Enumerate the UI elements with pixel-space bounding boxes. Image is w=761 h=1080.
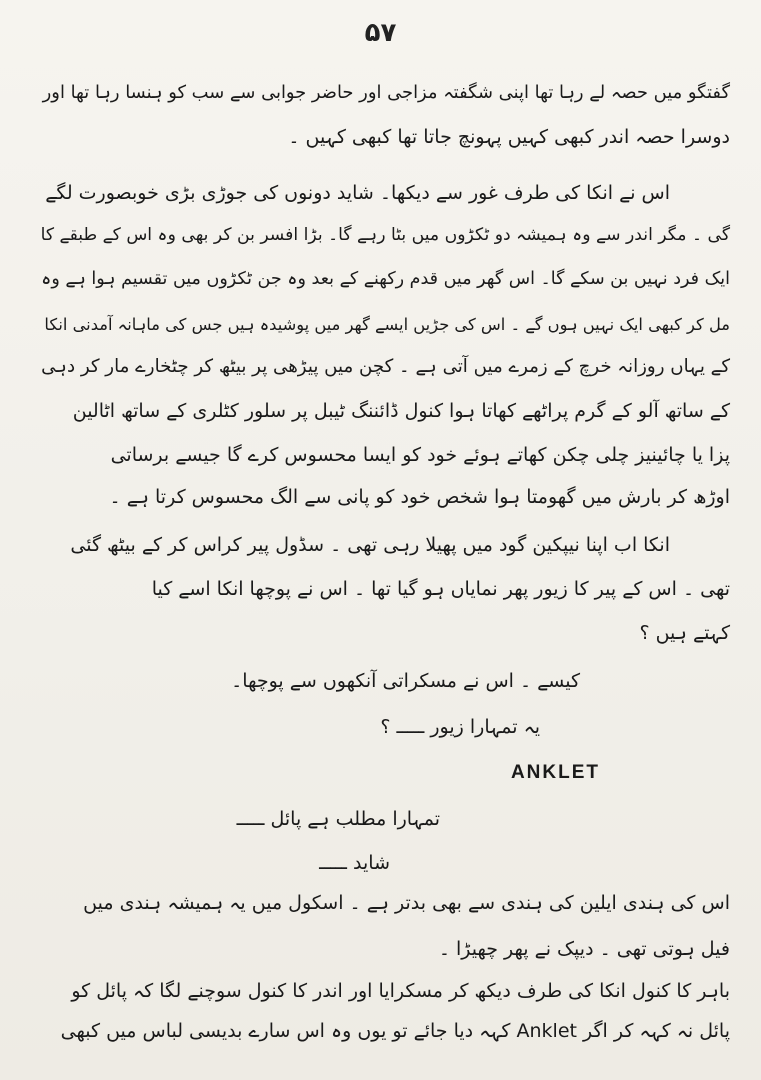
page-number: ۵۷ [364,18,397,48]
text-line: کہتے ہیں ؟ [639,622,730,644]
text-line: ایک فرد نہیں بن سکے گا۔ اس گھر میں قدم رکھنے کے بعد وہ جن ٹکڑوں میں تقسیم ہوا ہے وہ [41,269,730,289]
text-line: اوڑھ کر بارش میں گھومتا ہوا شخص خود کو پانی سے الگ محسوس کرتا ہے ۔ [109,486,730,508]
text-line: کے یہاں روزانہ خرچ کے زمرے میں آتی ہے ۔ کچن میں پیڑھی پر بیٹھ کر چٹخارے مار کر دہی [41,356,730,377]
text-line: تھی ۔ اس کے پیر کا زیور پھر نمایاں ہو گیا تھا ۔ اس نے پوچھا انکا اسے کیا [151,578,730,600]
text-line: اس نے انکا کی طرف غور سے دیکھا۔ شاید دونوں کی جوڑی بڑی خوبصورت لگے [45,182,670,204]
text-line: کے ساتھ آلو کے گرم پراٹھے کھاتا ہوا کنول ڈائننگ ٹیبل پر سلور کٹلری کے ساتھ اٹالین [72,400,730,422]
text-line: پائل نہ کہہ کر اگر Anklet کہہ دیا جائے تو یوں وہ اس سارے بدیسی لباس میں کبھی [60,1020,730,1042]
text-line: گی ۔ مگر اندر سے وہ ہمیشہ دو ٹکڑوں میں بٹا رہے گا۔ بڑا افسر بن کر بھی وہ اس کے طبقے کا [40,225,730,245]
text-line: دوسرا حصہ اندر کبھی کہیں پہونچ جاتا تھا کبھی کہیں ۔ [288,126,730,148]
text-line: یہ تمہارا زیور ـــــ ؟ [380,716,540,738]
text-line: گفتگو میں حصہ لے رہا تھا اپنی شگفتہ مزاجی اور حاضر جوابی سے سب کو ہنسا رہا تھا اور [42,82,730,103]
text-line: باہر کا کنول انکا کی طرف دیکھ کر مسکرایا اور اندر کا کنول سوچنے لگا کہ پائل کو [71,980,730,1002]
text-line: مل کر کبھی ایک نہیں ہوں گے ۔ اس کی جڑیں ایسے گھر میں پوشیدہ ہیں جس کی ماہانہ آمدنی انکا [44,315,730,334]
text-line: انکا اب اپنا نیپکین گود میں پھیلا رہی تھی ۔ سڈول پیر کراس کر کے بیٹھ گئی [70,534,670,556]
text-line-latin: ANKLET [510,762,600,783]
text-line: تمہارا مطلب ہے پائل ـــــ [236,808,440,830]
text-line: پزا یا چائینیز چلی چکن کھاتے ہوئے خود کو ایسا محسوس کرے گا جیسے برساتی [110,444,730,466]
text-line: فیل ہوتی تھی ۔ دیپک نے پھر چھیڑا ۔ [438,938,730,960]
text-line: شاید ـــــ [319,852,390,874]
text-line: اس کی ہندی ایلین کی ہندی سے بھی بدتر ہے ۔ اسکول میں یہ ہمیشہ ہندی میں [83,892,730,914]
text-line: کیسے ۔ اس نے مسکراتی آنکھوں سے پوچھا۔ [231,670,580,692]
